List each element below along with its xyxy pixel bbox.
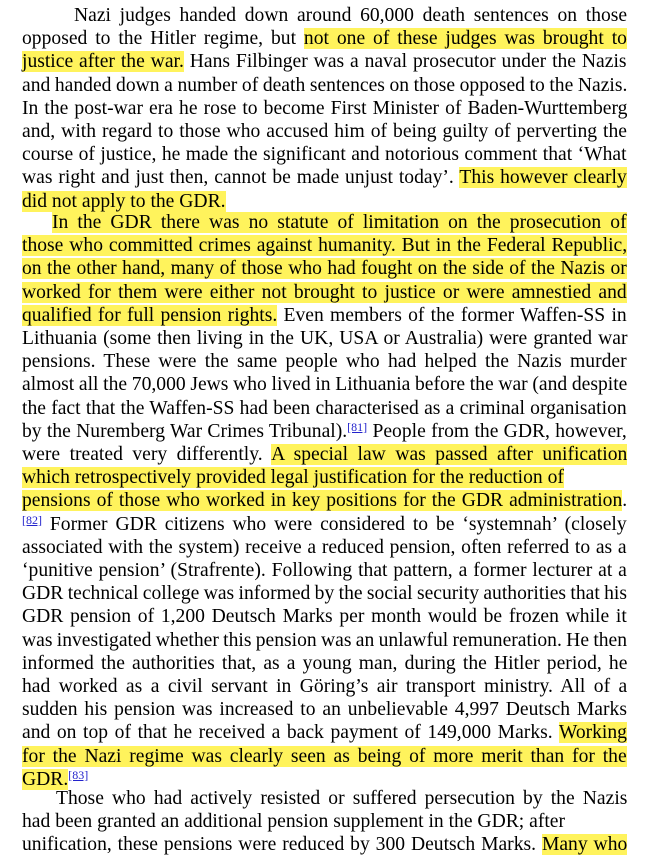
body-text: opposed to the Hitler regime, but — [22, 28, 304, 50]
text-line — [22, 50, 627, 73]
body-text: was investigated whether this pension was an unlawful remuneration. He then — [22, 629, 628, 651]
text-line — [22, 74, 627, 97]
body-text: had worked as a civil servant in Göring’s air transport ministry. All of a — [22, 676, 628, 697]
body-text: ‘punitive pension’ (Strafrente). Following that pattern, a former lecturer at a — [22, 560, 627, 581]
text-line — [22, 489, 627, 512]
text-line — [22, 833, 627, 856]
text-line — [22, 143, 627, 166]
text-line — [22, 120, 627, 143]
text-line — [22, 559, 627, 582]
highlighted-text: pensions of those who worked in key positions for the GDR administration — [22, 490, 623, 512]
body-text: the fact that the Waffen-SS had been characterised as a criminal organisation — [22, 397, 627, 419]
text-line — [22, 373, 627, 396]
highlighted-text: justice after the war. — [22, 51, 184, 73]
text-line — [22, 582, 627, 605]
body-text: People from the GDR, however, — [367, 420, 627, 442]
highlighted-text: qualified for full pension rights. — [22, 304, 278, 326]
body-text: course of justice, he made the significant and notorious comment that ‘What — [22, 144, 627, 166]
body-text: and handed down a number of death sentences on those opposed to the Nazis. — [22, 74, 628, 96]
highlighted-text: This however clearly — [459, 167, 627, 189]
text-line — [22, 721, 627, 744]
text-line — [22, 513, 627, 536]
body-text: Lithuania (some then living in the UK, USA or Australia) were granted war — [22, 328, 628, 349]
text-line — [22, 304, 627, 327]
text-line — [22, 97, 627, 120]
text-line — [56, 787, 627, 810]
body-text: Former GDR citizens who were considered to be ‘systemnah’ (closely — [42, 513, 627, 535]
text-line — [22, 166, 627, 189]
highlighted-text: for the Nazi regime was clearly seen as being of more merit than for the — [22, 745, 627, 767]
text-line — [74, 4, 627, 27]
body-text: and, with regard to those who accused him of being guilty of perverting the — [22, 121, 627, 142]
text-line — [22, 652, 627, 675]
text-line — [22, 234, 627, 257]
highlighted-text: did not apply to the GDR. — [22, 190, 226, 212]
highlighted-text: not one of these judges was brought to — [303, 28, 627, 50]
text-line — [22, 745, 627, 768]
body-text: Nazi judges handed down around 60,000 death sentences on those — [74, 5, 628, 26]
text-line — [22, 675, 627, 698]
footnote-link[interactable]: [81] — [347, 419, 368, 434]
text-line — [22, 443, 627, 466]
highlighted-text: In the GDR there was no statute of limitation on the prosecution of — [52, 212, 627, 233]
body-text: was right and just then, cannot be made unjust today’. — [22, 167, 460, 189]
text-line — [22, 810, 565, 833]
highlighted-text: on the other hand, many of those who had fought on the side of the Nazis or — [22, 258, 627, 280]
highlighted-text: GDR. — [22, 768, 69, 790]
body-text: pensions. These were the same people who had helped the Nazis murder — [22, 351, 627, 373]
text-line — [22, 327, 628, 350]
text-line — [22, 27, 627, 50]
body-text: sudden his pension was increased to an unbelievable 4,997 Deutsch Marks — [22, 699, 627, 721]
footnote-link[interactable]: [82] — [22, 512, 42, 527]
text-line — [22, 629, 627, 652]
highlighted-text: which retrospectively provided legal justification for the reduction of — [22, 467, 564, 489]
body-text: associated with the system) receive a reduced pension, often referred to as a — [22, 536, 627, 558]
text-line — [22, 466, 564, 489]
body-text: and on top of that he received a back payment of 149,000 Marks. — [22, 722, 559, 744]
text-line — [22, 536, 627, 559]
highlighted-text: worked for them were either not brought to justice or were amnestied and — [22, 281, 627, 303]
body-text: Even members of the former Waffen-SS in — [277, 304, 627, 326]
footnote-link[interactable]: [83] — [68, 767, 89, 782]
body-text: Hans Filbinger was a naval prosecutor under the Nazis — [183, 51, 627, 73]
body-text: GDR technical college was informed by the social security authorities that his — [22, 583, 627, 605]
text-line — [22, 350, 627, 373]
body-text: Those who had actively resisted or suffered persecution by the Nazis — [56, 788, 628, 809]
body-text: In the post-war era he rose to become First Minister of Baden-Wurttemberg — [22, 97, 628, 119]
text-line — [22, 698, 627, 721]
body-text: by the Nuremberg War Crimes Tribunal). — [22, 420, 348, 442]
body-text: unification, these pensions were reduced by 300 Deutsch Marks. — [22, 834, 542, 856]
body-text: almost all the 70,000 Jews who lived in Lithuania before the war (and despite — [22, 374, 628, 396]
text-line — [52, 211, 627, 234]
text-line — [22, 257, 627, 280]
text-line — [22, 397, 627, 420]
body-text: informed the authorities that, as a young man, during the Hitler period, he — [22, 652, 628, 674]
body-text: . — [622, 490, 628, 512]
text-line — [22, 281, 627, 304]
highlighted-text: A special law was passed after unification — [271, 444, 628, 465]
text-line — [22, 190, 226, 213]
text-line — [22, 420, 627, 443]
highlighted-text: those who committed crimes against humanity. But in the Federal Republic, — [22, 235, 628, 257]
body-text: were treated very differently. — [22, 444, 272, 465]
body-text: GDR pension of 1,200 Deutsch Marks per month would be frozen while it — [22, 606, 627, 628]
text-line — [22, 605, 627, 628]
body-text: had been granted an additional pension supplement in the GDR; after — [22, 811, 566, 833]
highlighted-text: Working — [558, 722, 627, 744]
highlighted-text: Many who — [541, 834, 628, 856]
